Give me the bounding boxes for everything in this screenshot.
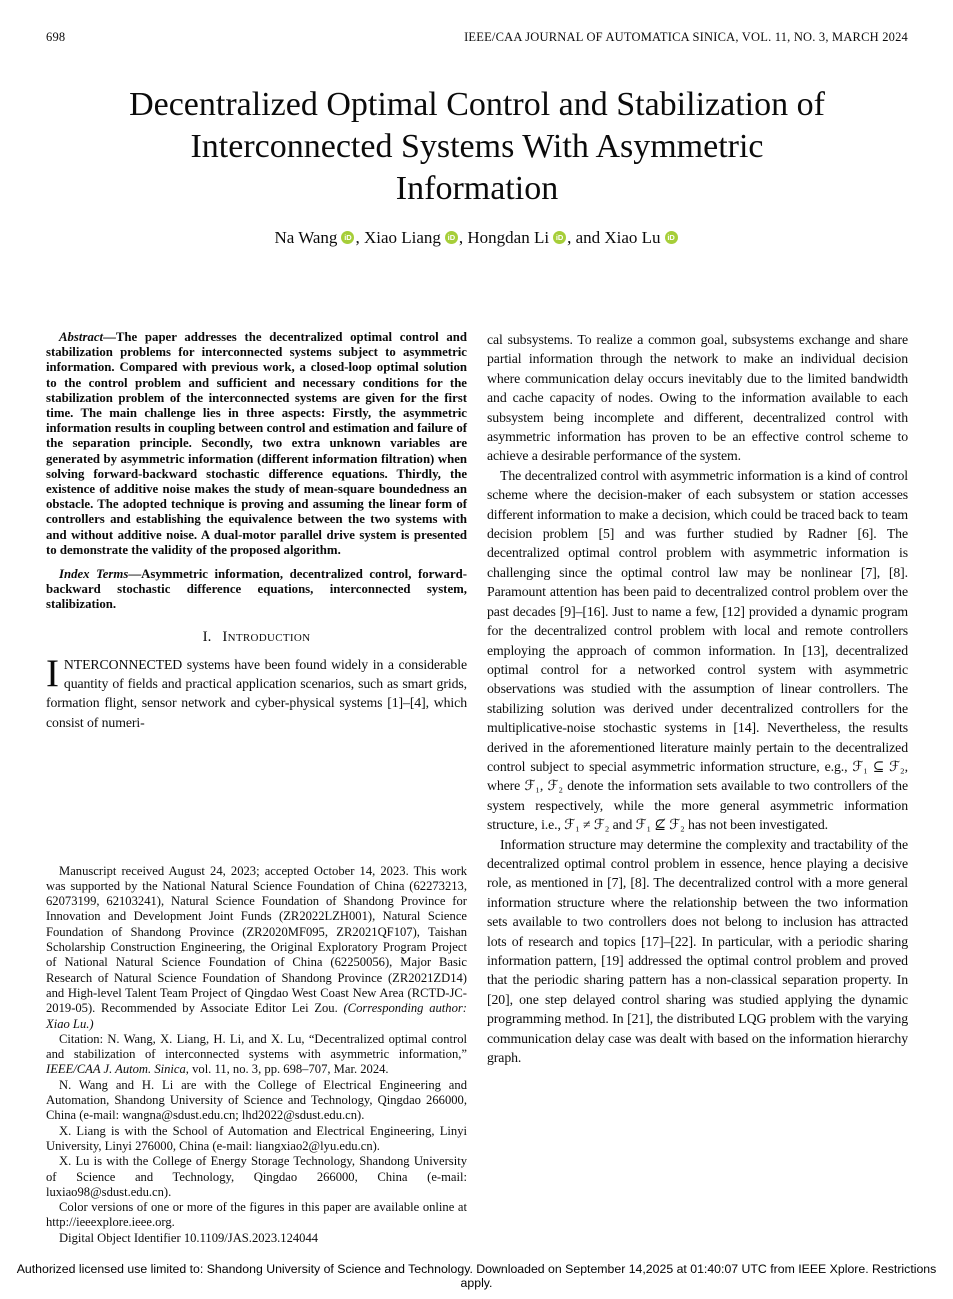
author-separator: , xyxy=(458,228,468,247)
author-name-3: Hongdan Li xyxy=(467,228,550,247)
footnote-corresponding-author: (Corresponding author: Xiao Lu.) xyxy=(46,1001,467,1031)
orcid-icon[interactable]: iD xyxy=(665,231,678,244)
section-heading-introduction xyxy=(46,629,467,646)
footnote-citation-tail: , vol. 11, no. 3, pp. 698–707, Mar. 2024. xyxy=(185,1062,389,1077)
license-footer: Authorized licensed use limited to: Shandong University of Science and Technology. Downloaded on September 14,2025 at 01:40:07 UTC from IEEE Xplore. Restrictions apply. xyxy=(16,1262,937,1290)
abstract-label: Abstract xyxy=(59,330,104,344)
author-separator: , xyxy=(355,228,364,247)
author-name-1: Na Wang xyxy=(274,228,338,247)
orcid-icon[interactable]: iD xyxy=(553,231,566,244)
journal-header: IEEE/CAA JOURNAL OF AUTOMATICA SINICA, VOL. 11, NO. 3, MARCH 2024 xyxy=(464,30,908,44)
footnote-doi: Digital Object Identifier 10.1109/JAS.2023.124044 xyxy=(59,1230,319,1245)
paragraph-information-structure: Information structure may determine the complexity and tractability of the decentralized optimal control problem in essence, hence playing a decisive role, as mentioned in [7], [8]. The decentralized control with a more general information structure where the relationship between the two information sets available to two controllers does not belong to inclusion has attracted lots of research and topics [17]–[22]. In particular, with a periodic sharing information pattern, [19] addressed the optimal control problem and proved that the periodic sharing pattern has a non-classical separation property. In [20], one step delayed control sharing was studied applying the dynamic programming method. In [21], the distributed LQG problem with the varying communication delay case was dealt with based on the information hierarchy graph. xyxy=(487,836,908,1066)
author-name-4: Xiao Lu xyxy=(604,228,661,247)
section-number: I. xyxy=(202,628,212,645)
paper-title-line-1: Decentralized Optimal Control and Stabilization of xyxy=(129,86,825,123)
section-title: Introduction xyxy=(222,628,311,645)
footnote-manuscript xyxy=(46,864,467,1032)
first-page-footnotes xyxy=(46,864,467,1246)
author-name-2: Xiao Liang xyxy=(363,228,441,247)
paragraph-decentralized-control: The decentralized control with asymmetric information is a kind of control scheme where the decision-maker of each subsystem or station accesses different information to make a decision, which could be traced back to team decision problem [5] and was further studied by Radner [6]. The decentralized optimal control problem with asymmetric information is challenging since the optimal control law may be nonlinear [7], [8]. Paramount attention has been paid to decentralized control problem over the past decades [9]–[16]. Just to name a few, [12] provided a dynamic program for the decentralized control problem with local and remote controllers employing the approach of common information. In [13], decentralized optimal control for a networked control system with asymmetric observations was studied with the assumption of linear controllers. The stabilizing solution was derived under decentralized controllers for the multiplicative-noise stochastic systems in [14]. Nevertheless, the results derived in the aforementioned literature mainly pertain to the decentralized control subject to special asymmetric information structure, e.g., ℱ₁ ⊆ ℱ₂, where ℱ₁, ℱ₂ denote the information sets available to two controllers of the system respectively, while the more general asymmetric information structure, i.e., ℱ₁ ≠ ℱ₂ and ℱ₁ ⊈ ℱ₂ has not been investigated. xyxy=(487,467,908,833)
left-column xyxy=(46,330,467,1246)
paragraph-continuation: cal subsystems. To realize a common goal, subsystems exchange and share partial information through the network to make an individual decision where communication delay occurs inevitably due to the limited bandwidth and cache capacity of nodes. Owing to the information available to each subsystem being incomplete and different, decentralized control with asymmetric information has proven to be an effective control scheme to achieve a desirable performance of the system. xyxy=(487,332,908,464)
index-terms-paragraph xyxy=(46,567,467,613)
footnote-affiliation-wang-li: N. Wang and H. Li are with the College of Electrical Engineering and Automation, Shandong University of Science and Technology, Qingdao 266000, China (e-mail: wangna@sdust.edu.cn; lhd2022@sdust.edu.cn). xyxy=(46,1077,467,1123)
running-head xyxy=(46,30,908,45)
index-terms-label: Index Terms xyxy=(59,567,129,582)
footnote-affiliation-liang: X. Liang is with the School of Automation and Electrical Engineering, Linyi University, Linyi 276000, China (e-mail: liangxiao2@lyu.edu.cn). xyxy=(46,1123,467,1153)
footnote-manuscript-text: Manuscript received August 24, 2023; accepted October 14, 2023. This work was supported by the National Natural Science Foundation of China (62273213, 62073199, 62103241), Natural Science Foundation of Shandong Province for Innovation and Development Joint Funds (ZR2022LZH001), Natural Science Foundation of Shandong Province (ZR2020MF095, ZR2021QF107), Taishan Scholarship Construction Engineering, the Original Exploratory Program Project of National Natural Science Foundation of China (62250056), Major Basic Research of Natural Science Foundation of Shandong Province (ZR2021ZD14) and High-level Talent Team Project of Qingdao West Coast New Area (RCTD-JC-2019-05). Recommended by Associate Editor Lei Zou. xyxy=(46,863,467,1016)
page-number: 698 xyxy=(46,30,66,44)
orcid-icon[interactable]: iD xyxy=(445,231,458,244)
abstract-text: —The paper addresses the decentralized optimal control and stabilization problems for interconnected systems subject to asymmetric information. Compared with previous work, a closed-loop optimal solution to the control problem and sufficient and necessary conditions for the stabilization problem of the interconnected systems are given for the first time. The main challenge lies in three aspects: Firstly, the asymmetric information results in coupling between control and estimation and failure of the separation principle. Secondly, two extra unknown variables are generated by asymmetric information (different information filtration) when solving forward-backward stochastic difference equations. Thirdly, the existence of additive noise makes the study of mean-square boundedness an obstacle. The adopted technique is proving and assuming the linear form of controllers and establishing the equivalence between the two systems with and without additive noise. A dual-motor parallel drive system is presented to demonstrate the validity of the proposed algorithm. xyxy=(46,330,467,557)
index-terms-text: —Asymmetric information, decentralized control, forward-backward stochastic difference equations, interconnected system, stalibization. xyxy=(46,567,467,612)
author-separator: , and xyxy=(567,228,605,247)
paper-title xyxy=(46,84,908,210)
orcid-icon[interactable]: iD xyxy=(341,231,354,244)
author-line xyxy=(0,228,953,248)
intro-dropcap: I xyxy=(46,651,59,695)
footnote-citation-journal: IEEE/CAA J. Autom. Sinica xyxy=(46,1062,186,1077)
abstract-paragraph xyxy=(46,330,467,558)
footnote-citation-text: Citation: N. Wang, X. Liang, H. Li, and X. Lu, “Decentralized optimal control and stabilization of interconnected systems with asymmetric information,” xyxy=(46,1031,467,1062)
paper-title-line-2: Interconnected Systems With Asymmetric xyxy=(190,128,764,165)
intro-paragraph-text: NTERCONNECTED systems have been found widely in a considerable quantity of fields and practical application scenarios, such as smart grids, formation flight, sensor network and cyber-physical systems [1]–[4], which consist of numeri- xyxy=(46,656,467,730)
footnote-affiliation-lu: X. Lu is with the College of Energy Storage Technology, Shandong University of Science and Technology, Qingdao 266000, China (e-mail: luxiao98@sdust.edu.cn). xyxy=(46,1154,467,1199)
footnote-citation xyxy=(46,1032,467,1078)
intro-paragraph xyxy=(46,651,467,733)
paper-title-line-3: Information xyxy=(395,170,559,207)
right-column xyxy=(487,330,908,1250)
footnote-color-versions: Color versions of one or more of the figures in this paper are available online at http://ieeexplore.ieee.org. xyxy=(46,1200,467,1230)
